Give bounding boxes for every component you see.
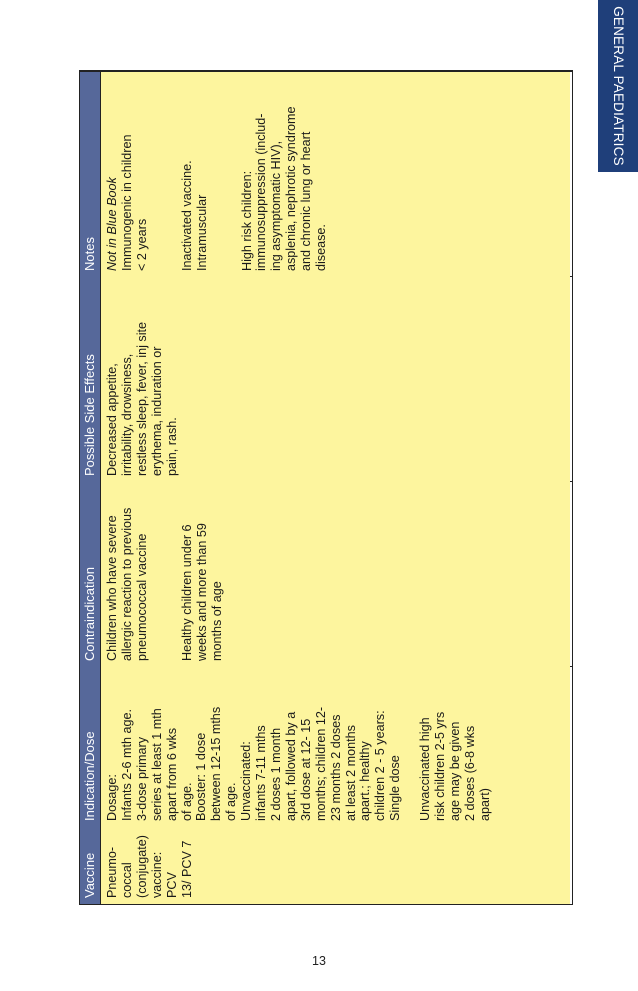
column-vaccine (80, 826, 573, 904)
cell-vaccine-text (101, 826, 571, 904)
cell-line: disease. (314, 224, 329, 271)
cell-line: asplenia, nephrotic syndrome (284, 106, 299, 271)
header-contraindication (80, 482, 100, 667)
cell-line: Pneumo- (105, 846, 119, 898)
cell-line: at least 2 months (343, 725, 358, 821)
cell-line: Dosage: (105, 774, 119, 821)
header-vaccine (80, 826, 100, 904)
cell-line: Immunogenic in children (119, 134, 134, 271)
header-contraindication-text: Contraindication (82, 567, 97, 661)
section-tab (598, 0, 638, 172)
cell-line: of age. (224, 782, 239, 821)
column-side-effects (80, 276, 573, 481)
cell-line: 3-dose primary (134, 737, 149, 821)
column-contraindication (80, 481, 573, 666)
cell-line: Children who have severe (105, 515, 119, 661)
header-side-effects-text: Possible Side Effects (82, 354, 97, 476)
header-indication-dose (80, 667, 100, 827)
cell-line: between 12-15 mths (209, 706, 224, 821)
cell-line: months of age (209, 581, 224, 661)
page-number: 13 (312, 954, 326, 968)
header-side-effects (80, 277, 100, 482)
notes-italic-line: Not in Blue Book (105, 177, 119, 271)
cell-line: erythema, induration or (149, 346, 164, 476)
cell-line: 13/ PCV 7 (179, 840, 194, 898)
cell-line: children 2 - 5 years: (373, 710, 388, 821)
cell-line: 23 months 2 doses (328, 714, 343, 821)
header-indication-dose-text: Indication/Dose (82, 731, 97, 821)
cell-line: coccal (119, 862, 134, 898)
header-vaccine-text: Vaccine (82, 852, 97, 898)
section-tab-label: GENERAL PAEDIATRICS (611, 6, 626, 166)
cell-line: of age. (179, 782, 194, 821)
cell-line: apart from 6 wks (164, 727, 179, 821)
cell-line: Infants 2-6 mth age. (119, 708, 134, 821)
cell-vaccine (100, 826, 570, 904)
cell-line: months; children 12- (313, 706, 328, 821)
cell-line: and chronic lung or heart (299, 131, 314, 271)
cell-line: apart) (477, 788, 492, 821)
cell-line: Healthy children under 6 (179, 524, 194, 661)
cell-notes-text (101, 72, 571, 277)
cell-line: Intramuscular (194, 194, 209, 271)
header-notes (80, 72, 100, 277)
cell-line: immunosuppression (includ- (254, 113, 269, 271)
cell-line: Booster: 1 dose (194, 732, 209, 821)
cell-line: Unvaccinated high (418, 717, 433, 821)
cell-line: Decreased appetite, (105, 363, 119, 476)
cell-indication-dose-text (101, 667, 571, 827)
cell-line: Inactivated vaccine. (179, 160, 194, 271)
cell-line: apart, followed by a (283, 711, 298, 821)
cell-line: restless sleep, fever, inj site (134, 322, 149, 476)
cell-line: 2 doses 1 month (268, 727, 283, 821)
cell-line: 3rd dose at 12- 15 (298, 718, 313, 821)
cell-indication-dose (100, 667, 570, 827)
cell-line: Single dose (388, 755, 403, 821)
cell-line: High risk children: (239, 170, 254, 271)
cell-line: allergic reaction to previous (119, 507, 134, 661)
cell-line: ing asymptomatic HIV), (269, 140, 284, 271)
cell-line: (conjugate) (134, 834, 149, 898)
cell-line: vaccine: PCV (149, 851, 179, 898)
cell-line: risk children 2-5 yrs (433, 711, 448, 821)
cell-notes (100, 72, 570, 277)
header-notes-text: Notes (82, 237, 97, 271)
cell-line: series at least 1 mth (149, 708, 164, 821)
cell-contraindication (100, 482, 570, 667)
cell-side-effects (100, 277, 570, 482)
cell-line: apart.; healthy (358, 741, 373, 821)
cell-line: 2 doses (6-8 wks (462, 725, 477, 821)
cell-line: pain, rash. (164, 417, 179, 476)
cell-line: pneumococcal vaccine (134, 533, 149, 661)
cell-contraindication-text (101, 482, 571, 667)
vaccine-table (79, 70, 573, 905)
cell-line: irritability, drowsiness, (119, 353, 134, 476)
cell-line: < 2 years (134, 218, 149, 271)
cell-side-effects-text (101, 277, 571, 482)
cell-line: weeks and more than 59 (194, 523, 209, 661)
cell-line: infants 7-11 mths (254, 725, 269, 821)
column-indication-dose (80, 666, 573, 826)
cell-line: Unvaccinated: (239, 741, 254, 821)
column-notes (80, 71, 573, 276)
cell-line: age may be given (447, 721, 462, 821)
